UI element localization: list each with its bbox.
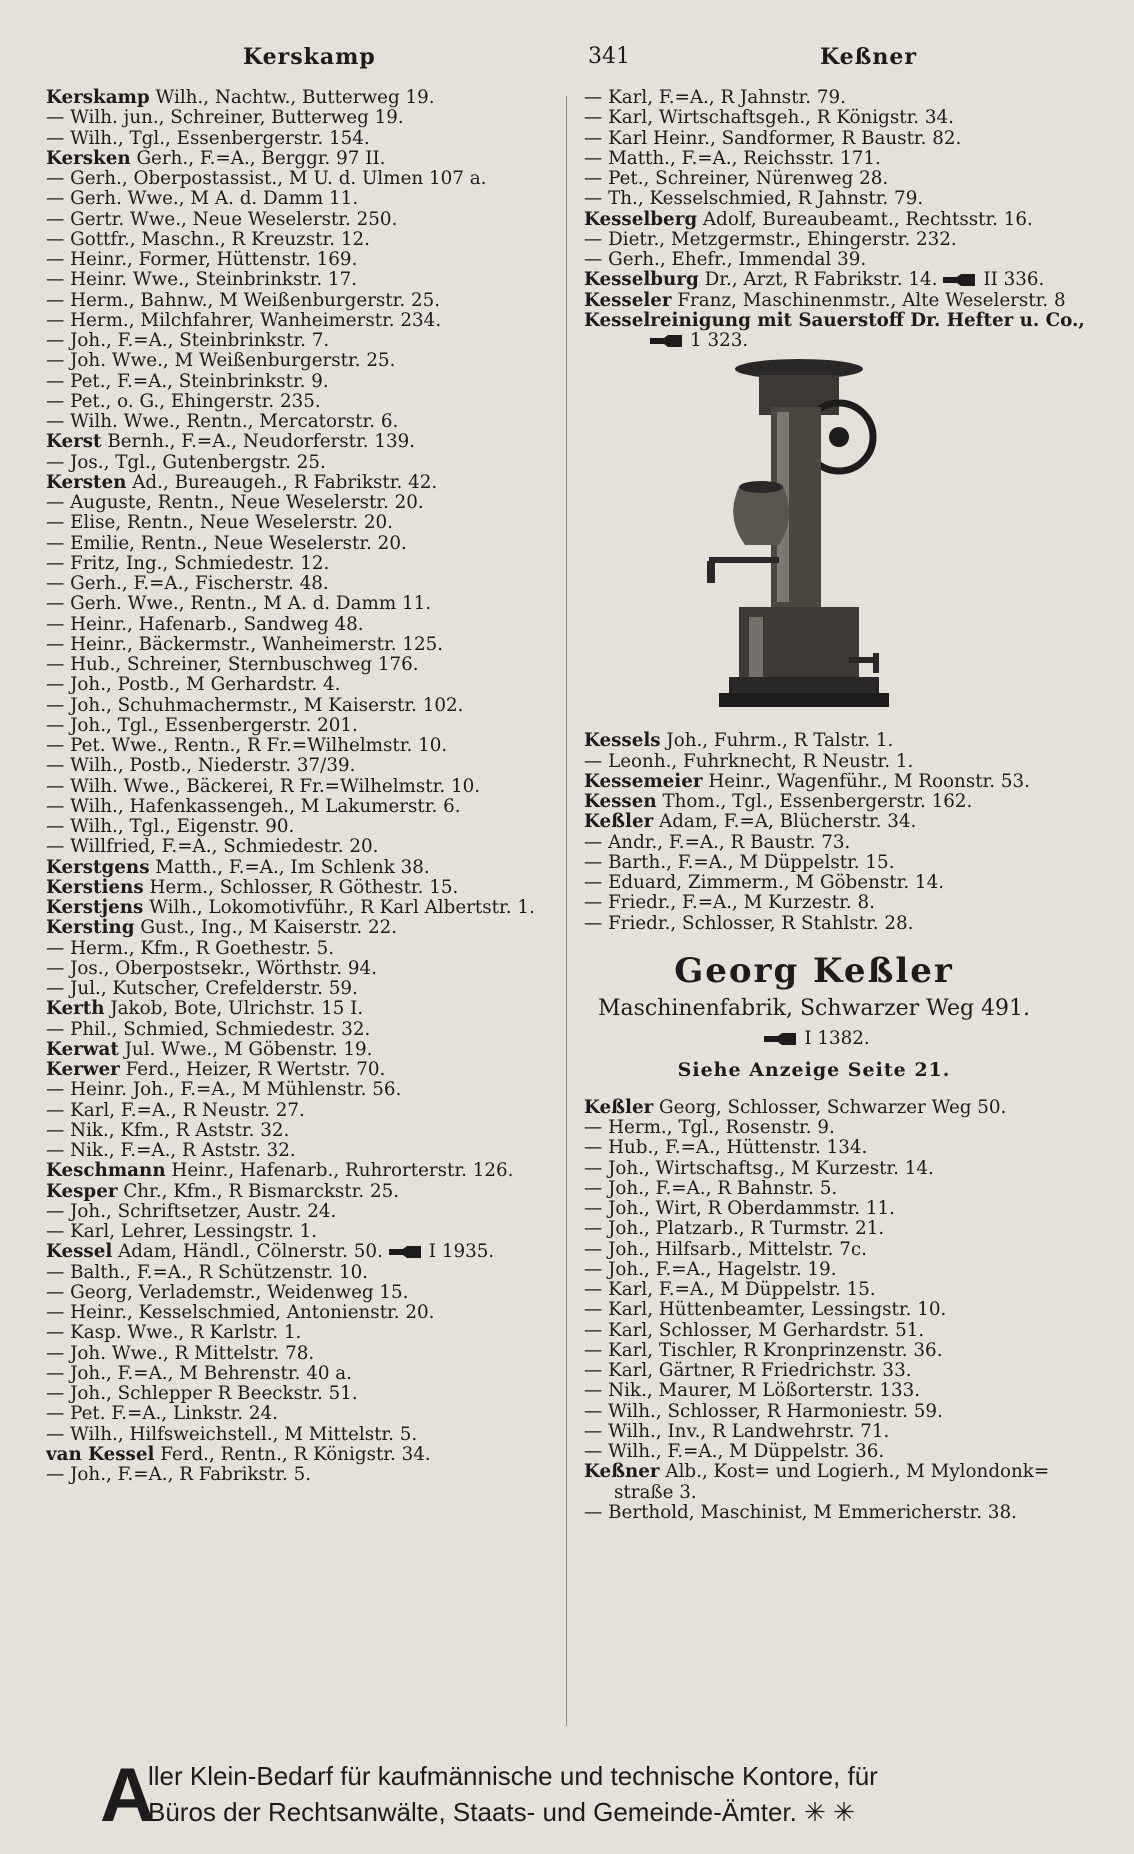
entry-details: — Heinr. Wwe., Steinbrinkstr. 17. — [46, 270, 358, 291]
entry-details: Adolf, Bureaubeamt., Rechtsstr. 16. — [702, 209, 1033, 230]
boiler-cleaning-machine-drawing — [699, 357, 899, 727]
entry-details: — Heinr., Hafenarb., Sandweg 48. — [46, 614, 364, 635]
directory-entry — [46, 1384, 566, 1404]
directory-entry — [46, 1465, 566, 1485]
entry-details: — Gerh., Oberpostassist., M U. d. Ulmen 107 a. — [46, 169, 487, 189]
directory-entry — [584, 1462, 1094, 1482]
directory-entry — [46, 675, 566, 695]
spacer — [584, 1086, 1094, 1098]
directory-entry — [46, 837, 566, 857]
directory-entry — [46, 372, 566, 392]
directory-entry — [584, 270, 1094, 290]
entry-details: Jakob, Bote, Ulrichstr. 15 I. — [110, 999, 364, 1020]
entry-details: Ferd., Heizer, R Wertstr. 70. — [125, 1060, 386, 1080]
entry-details: — Auguste, Rentn., Neue Weselerstr. 20. — [46, 493, 424, 513]
directory-entry — [46, 736, 566, 756]
entry-details: — Kasp. Wwe., R Karlstr. 1. — [46, 1323, 302, 1344]
entry-surname: Kersting — [46, 918, 135, 939]
directory-entry — [46, 432, 566, 452]
entry-surname: Kerstjens — [46, 898, 144, 918]
entry-details: Franz, Maschinenmstr., Alte Weselerstr. 8 — [677, 290, 1066, 311]
entry-surname: Kesselberg — [584, 209, 698, 230]
directory-entry — [584, 1118, 1094, 1138]
entry-details: — Jul., Kutscher, Crefelderstr. 59. — [46, 979, 358, 999]
entry-details: Dr., Arzt, R Fabrikstr. 14. — [704, 270, 938, 291]
directory-entry — [46, 412, 566, 432]
entry-details: — Joh., Schriftsetzer, Austr. 24. — [46, 1201, 337, 1222]
directory-entry — [584, 914, 1094, 934]
header-right-keyword: Keßner — [820, 44, 917, 70]
directory-entry — [46, 453, 566, 473]
telephone-hand-icon — [648, 334, 686, 348]
entry-details: — Joh. Wwe., R Mittelstr. 78. — [46, 1343, 315, 1364]
footer-initial-letter: A — [100, 1753, 155, 1838]
directory-entry — [584, 1159, 1094, 1179]
directory-entry — [46, 331, 566, 351]
page-number: 341 — [588, 44, 630, 69]
entry-details: Herm., Schlosser, R Göthestr. 15. — [149, 877, 459, 898]
entry-details: — Pet., F.=A., Steinbrinkstr. 9. — [46, 371, 329, 392]
entry-details: — Emilie, Rentn., Neue Weselerstr. 20. — [46, 533, 407, 554]
right-column-middle-entries — [584, 731, 1094, 934]
directory-entry — [46, 1060, 566, 1080]
directory-entry — [584, 108, 1094, 128]
entry-details: — Leonh., Fuhrknecht, R Neustr. 1. — [584, 751, 914, 772]
directory-entry — [584, 1280, 1094, 1300]
directory-entry — [46, 878, 566, 898]
entry-details: — Eduard, Zimmerm., M Göbenstr. 14. — [584, 873, 945, 893]
directory-entry — [46, 1242, 566, 1262]
directory-entry — [46, 88, 566, 108]
entry-details: — Wilh., Tgl., Essenbergerstr. 154. — [46, 128, 370, 149]
entry-details: — Gerh. Wwe., Rentn., M A. d. Damm 11. — [46, 594, 432, 615]
directory-entry — [46, 108, 566, 128]
entry-details: — Joh., Tgl., Essenbergerstr. 201. — [46, 715, 358, 736]
entry-surname: Kessemeier — [584, 771, 703, 792]
directory-entry — [46, 635, 566, 655]
entry-details: — Wilh., Schlosser, R Harmoniestr. 59. — [584, 1401, 943, 1422]
entry-details: — Nik., Maurer, M Lößorterstr. 133. — [584, 1381, 921, 1402]
directory-entry — [584, 1138, 1094, 1158]
header-left-keyword: Kerskamp — [243, 44, 376, 70]
directory-entry — [46, 655, 566, 675]
page-header — [40, 44, 1100, 78]
entry-details: Jul. Wwe., M Göbenstr. 19. — [124, 1039, 373, 1060]
telephone-hand-icon — [941, 273, 979, 287]
directory-entry — [584, 291, 1094, 311]
directory-entry — [584, 1219, 1094, 1239]
column-divider — [566, 96, 567, 1726]
directory-entry — [46, 574, 566, 594]
entry-details: — Jos., Tgl., Gutenbergstr. 25. — [46, 452, 326, 473]
directory-entry — [584, 210, 1094, 230]
advert-phone-number: I 1382. — [804, 1027, 870, 1049]
entry-details: — Gerh. Wwe., M A. d. Damm 11. — [46, 189, 359, 210]
directory-entry — [46, 230, 566, 250]
entry-details: Wilh., Lokomotivführ., R Karl Albertstr. 1. — [149, 898, 535, 918]
entry-details: Chr., Kfm., R Bismarckstr. 25. — [123, 1181, 400, 1202]
directory-entry — [46, 291, 566, 311]
entry-details: — Heinr., Bäckermstr., Wanheimerstr. 125. — [46, 634, 444, 655]
entry-details: straße 3. — [614, 1482, 697, 1503]
directory-entry — [584, 893, 1094, 913]
directory-entry — [46, 1303, 566, 1323]
entry-details: — Wilh., Hafenkassengeh., M Lakumerstr. 6. — [46, 796, 461, 817]
entry-details: — Joh., Schuhmachermstr., M Kaiserstr. 102. — [46, 695, 464, 716]
directory-entry — [46, 696, 566, 716]
right-column-top-entries — [584, 88, 1094, 351]
directory-entry — [46, 1323, 566, 1343]
entry-surname: Keßler — [584, 1097, 654, 1118]
directory-entry — [46, 756, 566, 776]
directory-entry — [46, 1202, 566, 1222]
entry-details: — Willfried, F.=A., Schmiedestr. 20. — [46, 837, 379, 858]
directory-entry — [584, 1402, 1094, 1422]
entry-details: — Gerh., F.=A., Fischerstr. 48. — [46, 574, 329, 594]
entry-details: — Hub., F.=A., Hüttenstr. 134. — [584, 1138, 868, 1159]
directory-entry — [584, 1422, 1094, 1442]
directory-entry — [584, 1321, 1094, 1341]
entry-surname: Kessel — [46, 1242, 113, 1263]
entry-details: — Friedr., Schlosser, R Stahlstr. 28. — [584, 913, 914, 934]
directory-entry — [46, 1020, 566, 1040]
directory-entry — [46, 351, 566, 371]
entry-surname: Kessen — [584, 792, 657, 812]
entry-details: Ferd., Rentn., R Königstr. 34. — [160, 1444, 431, 1465]
entry-details: — Karl, Tischler, R Kronprinzenstr. 36. — [584, 1340, 943, 1361]
directory-entry — [584, 1483, 1094, 1503]
entry-details: — Karl, F.=A., M Düppelstr. 15. — [584, 1280, 876, 1300]
entry-details: — Joh., Hilfsarb., Mittelstr. 7c. — [584, 1239, 867, 1260]
directory-entry — [46, 898, 566, 918]
entry-details: — Joh., Postb., M Gerhardstr. 4. — [46, 675, 341, 696]
entry-details: — Wilh. jun., Schreiner, Butterweg 19. — [46, 108, 404, 129]
directory-entry — [584, 853, 1094, 873]
entry-surname: van Kessel — [46, 1444, 155, 1465]
directory-entry — [584, 1300, 1094, 1320]
entry-details: — Joh., F.=A., R Bahnstr. 5. — [584, 1178, 838, 1199]
directory-entry — [46, 392, 566, 412]
entry-surname: Kesselreinigung mit Sauerstoff Dr. Hefter u. Co., — [584, 310, 1085, 331]
directory-entry — [46, 918, 566, 938]
directory-entry — [584, 1260, 1094, 1280]
directory-entry — [46, 1080, 566, 1100]
directory-entry — [584, 1361, 1094, 1381]
entry-details: — Joh., Wirtschaftsg., M Kurzestr. 14. — [584, 1158, 934, 1179]
entry-details: — Pet. F.=A., Linkstr. 24. — [46, 1404, 278, 1425]
directory-entry — [46, 493, 566, 513]
entry-details: — Fritz, Ing., Schmiedestr. 12. — [46, 553, 330, 574]
directory-entry — [584, 1098, 1094, 1118]
directory-entry — [584, 230, 1094, 250]
entry-details: — Wilh., Hilfsweichstell., M Mittelstr. 5. — [46, 1424, 418, 1445]
entry-details: Joh., Fuhrm., R Talstr. 1. — [666, 731, 894, 752]
footer-line-2: Büros der Rechtsanwälte, Staats- und Gemeinde-Ämter. ✳ ✳ — [148, 1797, 855, 1827]
directory-entry — [46, 858, 566, 878]
directory-entry — [584, 772, 1094, 792]
advertisement-georg-kessler — [584, 948, 1044, 1086]
entry-details: — Joh., F.=A., Steinbrinkstr. 7. — [46, 331, 330, 351]
directory-entry — [584, 833, 1094, 853]
directory-entry — [46, 1121, 566, 1141]
entry-details: — Heinr., Former, Hüttenstr. 169. — [46, 250, 358, 270]
directory-entry — [584, 812, 1094, 832]
directory-entry — [46, 250, 566, 270]
telephone-hand-icon — [387, 1245, 425, 1259]
footer-line-1: ller Klein-Bedarf für kaufmännische und technische Kontore, für — [148, 1761, 878, 1791]
entry-details: — Karl, F.=A., R Jahnstr. 79. — [584, 88, 846, 108]
entry-details: Ad., Bureaugeh., R Fabrikstr. 42. — [132, 472, 438, 493]
directory-entry — [46, 1182, 566, 1202]
right-column — [584, 88, 1094, 1523]
entry-details: Gust., Ing., M Kaiserstr. 22. — [140, 918, 398, 939]
footer-advertisement — [88, 1753, 1048, 1838]
entry-surname: Kersten — [46, 472, 127, 493]
directory-entry — [584, 752, 1094, 772]
entry-details: — Pet., o. G., Ehingerstr. 235. — [46, 391, 321, 412]
directory-entry — [584, 1199, 1094, 1219]
entry-details: — Karl, Gärtner, R Friedrichstr. 33. — [584, 1361, 912, 1381]
entry-details: — Dietr., Metzgermstr., Ehingerstr. 232. — [584, 229, 957, 250]
entry-details: — Wilh., Postb., Niederstr. 37/39. — [46, 756, 356, 777]
entry-details: — Joh., Wirt, R Oberdammstr. 11. — [584, 1199, 895, 1219]
entry-details: Bernh., F.=A., Neudorferstr. 139. — [107, 432, 416, 453]
directory-entry — [46, 1445, 566, 1465]
entry-surname: Kersken — [46, 148, 131, 169]
entry-details: — Wilh. Wwe., Bäckerei, R Fr.=Wilhelmstr. 10. — [46, 776, 481, 797]
entry-details: — Karl Heinr., Sandformer, R Baustr. 82. — [584, 128, 962, 149]
entry-details: — Karl, Lehrer, Lessingstr. 1. — [46, 1222, 318, 1242]
directory-entry — [46, 817, 566, 837]
directory-entry — [46, 311, 566, 331]
directory-entry — [584, 873, 1094, 893]
entry-surname: Kerst — [46, 432, 102, 453]
entry-details: — Barth., F.=A., M Düppelstr. 15. — [584, 852, 895, 873]
directory-entry — [46, 149, 566, 169]
entry-details: — Pet., Schreiner, Nürenweg 28. — [584, 169, 889, 189]
directory-entry — [46, 1283, 566, 1303]
directory-entry — [46, 594, 566, 614]
entry-details: — Joh., F.=A., M Behrenstr. 40 a. — [46, 1363, 352, 1384]
entry-details: — Wilh., Inv., R Landwehrstr. 71. — [584, 1421, 890, 1442]
directory-entry — [46, 1040, 566, 1060]
entry-details: — Karl, F.=A., R Neustr. 27. — [46, 1100, 305, 1121]
entry-surname: Keschmann — [46, 1161, 166, 1182]
entry-details: — Berthold, Maschinist, M Emmericherstr. 38. — [584, 1502, 1017, 1523]
entry-details: — Karl, Schlosser, M Gerhardstr. 51. — [584, 1320, 925, 1341]
directory-entry — [584, 1442, 1094, 1462]
directory-entry — [46, 189, 566, 209]
entry-phone-number: 1 323. — [690, 330, 749, 351]
entry-details: — Karl, Wirtschaftsgeh., R Königstr. 34. — [584, 108, 954, 129]
entry-details: — Joh., Platzarb., R Turmstr. 21. — [584, 1219, 885, 1240]
directory-entry — [584, 1341, 1094, 1361]
directory-entry — [584, 88, 1094, 108]
entry-details: Georg, Schlosser, Schwarzer Weg 50. — [659, 1097, 1007, 1118]
entry-surname: Kesseler — [584, 290, 672, 311]
entry-details: — Pet. Wwe., Rentn., R Fr.=Wilhelmstr. 10. — [46, 736, 448, 756]
entry-surname: Keßler — [584, 812, 654, 833]
entry-details: — Gottfr., Maschn., R Kreuzstr. 12. — [46, 229, 370, 250]
directory-entry — [46, 473, 566, 493]
entry-surname: Kessels — [584, 731, 661, 752]
entry-details: Alb., Kost= und Logierh., M Mylondonk= — [665, 1462, 1050, 1483]
telephone-hand-icon — [762, 1032, 800, 1046]
entry-details: — Friedr., F.=A., M Kurzestr. 8. — [584, 893, 875, 914]
directory-entry — [46, 129, 566, 149]
directory-entry — [46, 1404, 566, 1424]
directory-entry — [46, 716, 566, 736]
directory-entry — [46, 797, 566, 817]
entry-details: Heinr., Hafenarb., Ruhrorterstr. 126. — [171, 1161, 514, 1182]
directory-entry — [46, 959, 566, 979]
entry-details: — Phil., Schmied, Schmiedestr. 32. — [46, 1019, 371, 1040]
entry-details: — Herm., Tgl., Rosenstr. 9. — [584, 1118, 835, 1138]
directory-entry — [584, 792, 1094, 812]
entry-surname: Kerstiens — [46, 877, 144, 898]
directory-entry — [584, 169, 1094, 189]
entry-surname: Kesselburg — [584, 270, 699, 291]
entry-details: — Nik., F.=A., R Aststr. 32. — [46, 1141, 296, 1161]
entry-surname: Kerskamp — [46, 88, 150, 108]
entry-details: — Karl, Hüttenbeamter, Lessingstr. 10. — [584, 1300, 947, 1321]
advert-company-name: Georg Keßler — [674, 950, 954, 991]
entry-details: — Balth., F.=A., R Schützenstr. 10. — [46, 1262, 369, 1283]
entry-details: — Wilh., F.=A., M Düppelstr. 36. — [584, 1442, 885, 1462]
directory-entry — [584, 1179, 1094, 1199]
directory-entry — [584, 731, 1094, 751]
advert-phone — [584, 1024, 1044, 1054]
entry-details: — Joh., F.=A., R Fabrikstr. 5. — [46, 1465, 312, 1485]
entry-details: Adam, F.=A, Blücherstr. 34. — [659, 812, 917, 833]
left-column — [46, 88, 566, 1485]
machine-illustration — [584, 351, 1094, 731]
directory-entry — [584, 189, 1094, 209]
directory-entry — [46, 979, 566, 999]
entry-details: — Joh., Schlepper R Beeckstr. 51. — [46, 1384, 358, 1404]
directory-entry — [46, 1425, 566, 1445]
right-column-bottom-entries — [584, 1098, 1094, 1523]
entry-surname: Kerth — [46, 999, 105, 1020]
entry-phone-number: II 336. — [983, 270, 1045, 291]
entry-details: — Heinr., Kesselschmied, Antonienstr. 20. — [46, 1303, 435, 1323]
entry-details: — Herm., Kfm., R Goethestr. 5. — [46, 938, 335, 959]
entry-details: — Hub., Schreiner, Sternbuschweg 176. — [46, 655, 419, 675]
entry-details: — Th., Kesselschmied, R Jahnstr. 79. — [584, 189, 924, 210]
directory-entry — [584, 1503, 1094, 1523]
entry-details: Thom., Tgl., Essenbergerstr. 162. — [662, 792, 973, 812]
entry-details: — Matth., F.=A., Reichsstr. 171. — [584, 148, 881, 169]
directory-entry — [46, 1222, 566, 1242]
entry-details: Matth., F.=A., Im Schlenk 38. — [155, 857, 430, 878]
directory-entry — [46, 1101, 566, 1121]
entry-surname: Kerwat — [46, 1039, 119, 1060]
entry-details: — Wilh., Tgl., Eigenstr. 90. — [46, 817, 295, 837]
entry-surname: Kesper — [46, 1181, 118, 1202]
directory-entry — [584, 129, 1094, 149]
entry-surname: Kerstgens — [46, 857, 150, 878]
directory-entry — [46, 999, 566, 1019]
entry-details: — Herm., Bahnw., M Weißenburgerstr. 25. — [46, 290, 441, 311]
entry-details: — Gertr. Wwe., Neue Weselerstr. 250. — [46, 209, 398, 230]
directory-entry — [46, 615, 566, 635]
directory-entry — [46, 534, 566, 554]
entry-details: Gerh., F.=A., Berggr. 97 II. — [136, 148, 386, 169]
directory-entry — [46, 1263, 566, 1283]
entry-details: — Heinr. Joh., F.=A., M Mühlenstr. 56. — [46, 1080, 402, 1101]
directory-entry — [46, 1344, 566, 1364]
entry-details: Adam, Händl., Cölnerstr. 50. — [118, 1242, 383, 1263]
directory-entry — [46, 554, 566, 574]
entry-details: — Georg, Verlademstr., Weidenweg 15. — [46, 1282, 409, 1303]
entry-surname: Keßner — [584, 1462, 660, 1483]
directory-entry — [46, 210, 566, 230]
entry-details: — Jos., Oberpostsekr., Wörthstr. 94. — [46, 958, 377, 979]
entry-details: — Wilh. Wwe., Rentn., Mercatorstr. 6. — [46, 412, 399, 432]
entry-details: — Gerh., Ehefr., Immendal 39. — [584, 250, 867, 270]
directory-entry — [46, 777, 566, 797]
directory-entry — [46, 939, 566, 959]
directory-entry — [46, 1141, 566, 1161]
directory-entry — [584, 149, 1094, 169]
entry-details: — Andr., F.=A., R Baustr. 73. — [584, 832, 851, 853]
entry-surname: Kerwer — [46, 1060, 120, 1080]
directory-entry — [46, 1161, 566, 1181]
entry-phone-number: I 1935. — [428, 1242, 495, 1263]
entry-details: Wilh., Nachtw., Butterweg 19. — [155, 88, 435, 108]
directory-entry — [584, 1240, 1094, 1260]
advert-see-reference: Siehe Anzeige Seite 21. — [677, 1058, 951, 1081]
directory-entry — [46, 513, 566, 533]
directory-entry — [584, 1381, 1094, 1401]
entry-details: — Nik., Kfm., R Aststr. 32. — [46, 1120, 290, 1141]
directory-entry — [584, 250, 1094, 270]
entry-details: — Herm., Milchfahrer, Wanheimerstr. 234. — [46, 310, 442, 331]
directory-entry — [584, 311, 1094, 352]
advert-description: Maschinenfabrik, Schwarzer Weg 491. — [597, 995, 1031, 1021]
directory-entry — [46, 1364, 566, 1384]
entry-details: Heinr., Wagenführ., M Roonstr. 53. — [708, 771, 1030, 792]
entry-details: — Elise, Rentn., Neue Weselerstr. 20. — [46, 513, 393, 534]
directory-entry — [46, 169, 566, 189]
entry-details: — Joh. Wwe., M Weißenburgerstr. 25. — [46, 351, 396, 372]
entry-details: — Joh., F.=A., Hagelstr. 19. — [584, 1259, 837, 1280]
directory-entry — [46, 270, 566, 290]
